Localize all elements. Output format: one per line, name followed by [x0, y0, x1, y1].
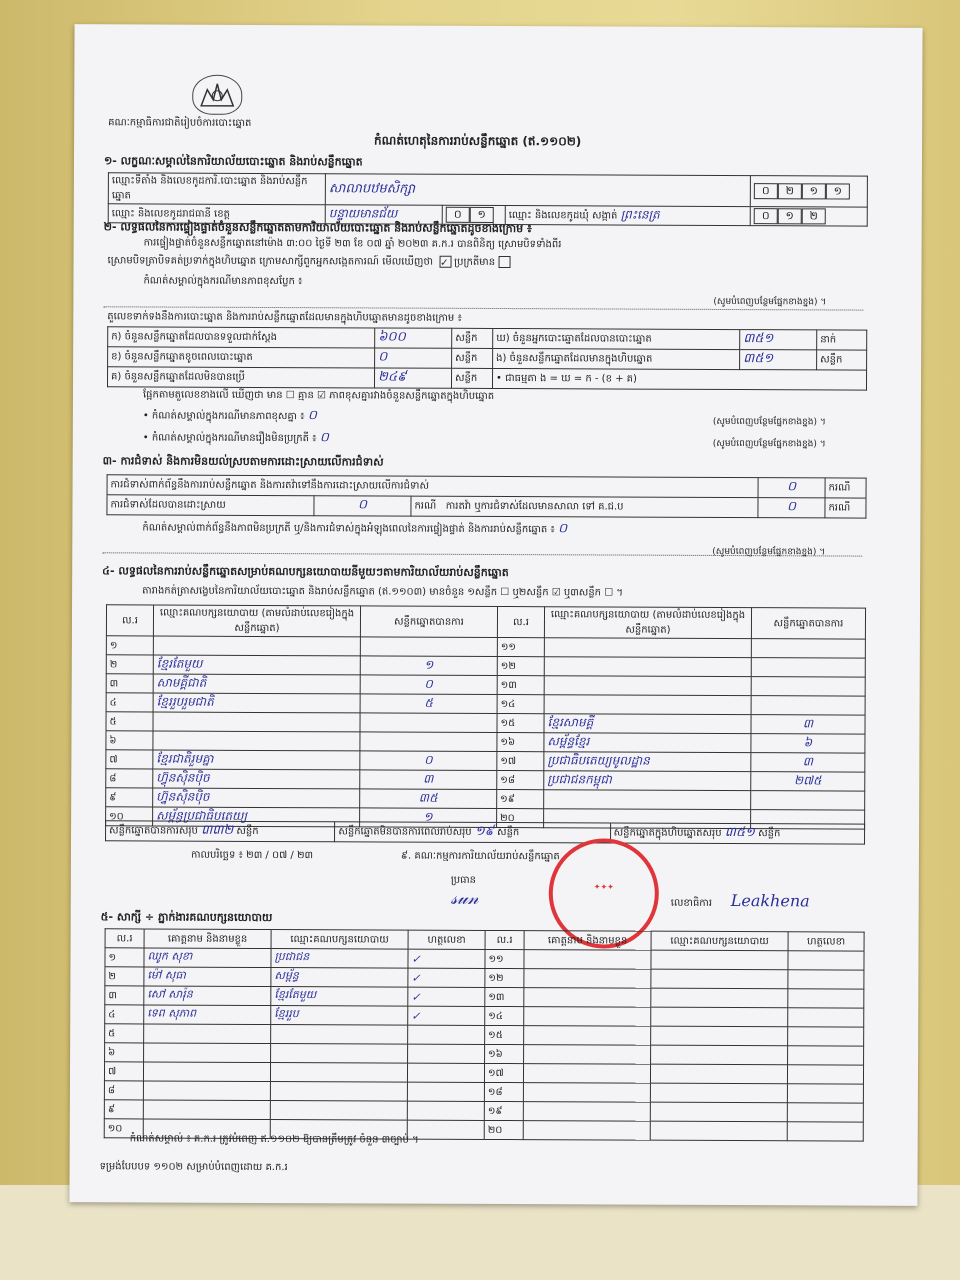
left-votes-cell: ១ — [360, 808, 497, 828]
commune-value: ព្រះនេត្រ — [620, 207, 660, 222]
witness-name-cell — [143, 1081, 270, 1101]
witness-no-cell: ១៩ — [484, 1101, 523, 1120]
witness-no-cell: ១៤ — [485, 1006, 524, 1025]
right-votes-cell — [751, 677, 865, 696]
footnote: កំណត់សម្គាល់ ៖ គ.ក.រ ត្រូវបំពេញ ឥ.១១០២ ឱ្យបានត្រឹមត្រូវ ចំនួន ៣ច្បាប់ ។ — [129, 1133, 419, 1146]
section3-heading: ៣- ការជំទាស់ និងការមិនយល់ស្របតាមការដោះស្រាយលើការជំទាស់ — [102, 454, 384, 469]
left-party-cell — [153, 712, 360, 732]
witness-empty-cell — [651, 1045, 788, 1065]
secretary-signature: Leakhena — [730, 891, 810, 911]
right-votes-cell — [751, 696, 865, 715]
witness-no-cell: ១០ — [104, 1119, 143, 1138]
witness-party-cell: ខ្មែររួប — [271, 1006, 408, 1026]
witness-party-cell — [271, 1044, 408, 1064]
left-party-cell: ខ្មែររួបរួមជាតិ — [153, 693, 360, 713]
witness-empty-cell — [523, 1121, 650, 1141]
section5-heading: ៥- សាក្សី ÷ ភ្នាក់ងារគណបក្សនយោបាយ — [100, 910, 273, 925]
right-votes-cell: ៣ — [751, 715, 865, 734]
witness-empty-cell — [523, 1102, 650, 1122]
witness-no-cell: ១៥ — [485, 1025, 524, 1044]
left-no-cell: ៥ — [106, 712, 153, 731]
seal-no-checkbox[interactable] — [498, 256, 510, 268]
figures-row: ខ) ចំនួនសន្លឹកឆ្នោតខូចពេលបោះឆ្នោត ០ សន្លឹក ង) ចំនួនសន្លឹកឆ្នោតដែលមានក្នុងហិបឆ្នោត ៣៥១ សន្លឹក — [108, 347, 867, 370]
more-note: (សូមបំពេញបន្ថែមផ្នែកខាងខ្នង) ។ — [713, 296, 827, 308]
committee-stamp-icon: ✦✦✦ — [549, 838, 659, 948]
right-no-cell: ១៩ — [497, 790, 544, 809]
witness-empty-cell — [650, 1102, 787, 1122]
left-no-cell: ១ — [106, 636, 153, 655]
left-no-cell: ៧ — [106, 750, 153, 769]
witness-no-cell: ១៣ — [485, 987, 524, 1006]
figures-intro: តួលេខទាក់ទងនឹងការបោះឆ្នោត និងការរាប់សន្លឹកឆ្នោតដែលមានក្នុងហិបឆ្នោតមានដូចខាងក្រោម ៖ — [107, 311, 462, 324]
witness-sign-cell — [407, 1101, 484, 1120]
witness-no-cell: ១១ — [485, 949, 524, 968]
compare-line: ផ្អែកតាមតួលេខខាងលើ ឃើញថា មាន ☐ គ្មាន ☑ ភាពខុសគ្នារវាងចំនួនសន្លឹកឆ្នោតក្នុងហិបឆ្នោត — [142, 389, 495, 402]
witness-sign-cell — [407, 1120, 484, 1139]
witness-empty-cell — [787, 1122, 863, 1141]
witness-empty-cell — [651, 969, 788, 989]
witness-name-cell — [143, 1100, 270, 1120]
form-note: ទម្រង់បែបបទ ១១០២ សម្រាប់បំពេញដោយ គ.ក.រ — [99, 1161, 288, 1174]
witness-empty-cell — [787, 1084, 863, 1103]
seal-ok-checkbox[interactable]: ✓ — [439, 256, 451, 268]
left-votes-cell — [360, 637, 497, 657]
left-no-cell: ៤ — [106, 693, 153, 712]
right-no-cell: ១៤ — [497, 695, 544, 714]
witness-empty-cell — [524, 1007, 651, 1027]
witness-empty-cell — [788, 1046, 864, 1065]
seal-line: ស្រោមបិទត្រាបិទគត់ប្រទាក់ក្នុងហិបឆ្នោត ក្រោមសាក្សីពួកអ្នកសង្កេតការណ៍ មើលឃើញថា ✓ ប្រក្រតីមាន — [108, 254, 514, 270]
witness-sign-cell: ✓ — [408, 987, 485, 1006]
commune-label: ឈ្មោះ និងលេខកូដឃុំ សង្កាត់ ព្រះនេត្រ — [505, 206, 750, 226]
more-note-4: (សូមបំពេញបន្ថែមផ្នែកខាងខ្នង) ។ — [712, 546, 826, 558]
total-invalid: ១៩ — [474, 823, 494, 839]
left-party-cell: ខ្មែរជាតិរួមគ្នា — [153, 750, 360, 770]
witness-name-cell — [143, 1062, 270, 1082]
witness-no-cell: ៥ — [105, 1024, 144, 1043]
chair-label: ប្រធាន — [450, 874, 477, 886]
right-no-cell: ២០ — [497, 809, 544, 828]
witness-party-cell: ខ្មែរតែមួយ — [271, 987, 408, 1007]
witness-name-cell — [144, 1043, 271, 1063]
right-no-cell: ១៣ — [497, 676, 544, 695]
total-valid: ៣៣២ — [201, 822, 234, 838]
right-no-cell: ១៨ — [497, 771, 544, 790]
witness-no-cell: ១៦ — [485, 1044, 524, 1063]
figures-row: គ) ចំនួនសន្លឹកឆ្នោតដែលមិនបានប្រើ ២៤៩ សន្លឹក • ជាធម្មតា ង = ឃ = ក - (ខ + គ) — [107, 367, 866, 390]
left-party-cell: សម្ព័ន្ធប្រជាធិបតេយ្យ — [153, 807, 360, 827]
section1-table — [108, 172, 868, 226]
right-votes-cell — [751, 639, 865, 658]
witness-no-cell: ២ — [105, 967, 144, 986]
left-party-cell: សាមគ្គីជាតិ — [153, 674, 360, 694]
witness-no-cell: ៤ — [105, 1005, 144, 1024]
right-no-cell: ១៦ — [497, 733, 544, 752]
witness-empty-cell — [650, 1083, 787, 1103]
left-votes-cell: ១ — [360, 656, 497, 676]
verify-time-line: ការផ្ទៀងផ្ទាត់ចំនួនសន្លឹកឆ្នោតនៅម៉ោង ៣:០០ ថ្ងៃទី ២៣ ខែ ០៧ ឆ្នាំ ២០២៣ គ.ក.រ បានពិនិត្យ ស្រោមបិទទាំងពីរ — [143, 237, 562, 251]
witness-sign-cell — [408, 1025, 485, 1044]
location-label: ឈ្មោះទីតាំង និងលេខកូដការិ.បោះឆ្នោត និងរាប់សន្លឹកឆ្នោត — [108, 173, 325, 205]
witness-empty-cell — [788, 1027, 864, 1046]
province-code: ០ ១ — [442, 205, 505, 224]
right-party-cell: ប្រជាជនកម្ពុជា — [544, 771, 751, 791]
right-no-cell: ១១ — [497, 638, 544, 657]
objection-table: ការជំទាស់ពាក់ព័ន្ធនឹងការរាប់សន្លឹកឆ្នោត និងការតវ៉ាទៅនឹងការដោះស្រាយលើការជំទាស់ ០ ករណី ការជំទាស់ដែលបានដោះស្រាយ ០ ករណី ការតវ៉ា ឬការជំទាស់ដែលមានសាលា ទៅ គ.ជ.ប ០ ករណី — [106, 474, 866, 518]
witness-no-cell: ២០ — [484, 1120, 523, 1139]
right-no-cell: ១៧ — [497, 752, 544, 771]
right-party-cell — [544, 676, 751, 696]
witness-party-cell — [271, 1025, 408, 1045]
right-party-cell — [544, 695, 751, 715]
right-party-cell: សម្ព័ន្ធខ្មែរ — [544, 733, 751, 753]
province-value: បន្ទាយមានជ័យ — [325, 205, 442, 225]
witness-sign-cell — [408, 1044, 485, 1063]
witness-no-cell: ១ — [105, 948, 144, 967]
left-votes-cell: ៣៥ — [360, 789, 497, 809]
right-party-cell — [544, 790, 751, 810]
left-votes-cell — [360, 713, 497, 733]
witness-empty-cell — [788, 989, 864, 1008]
figures-table — [107, 326, 867, 390]
commune-code: ០ ១ ២ — [750, 207, 867, 227]
witness-empty-cell — [523, 1083, 650, 1103]
witness-empty-cell — [524, 988, 651, 1008]
witness-name-cell: ម៉ៅ សុធា — [144, 967, 271, 987]
figures-row: ក) ចំនួនសន្លឹកឆ្នោតដែលបានទទួលជាក់ស្ដែង ៦០០ សន្លឹក ឃ) ចំនួនអ្នកបោះឆ្នោតដែលបានបោះឆ្នោត ៣៥១ នាក់ — [108, 327, 867, 350]
total-box: ៣៥១ — [724, 825, 755, 841]
right-party-cell: ខ្មែរសាមគ្គី — [544, 714, 751, 734]
province-label: ឈ្មោះ និងលេខកូដរាជធានី ខេត្ត — [108, 204, 325, 224]
left-no-cell: ១០ — [106, 807, 153, 826]
witness-sign-cell: ✓ — [408, 968, 485, 987]
section1-heading: ១- លក្ខណៈសម្គាល់នៃការិយាល័យបោះឆ្នោត និងរាប់សន្លឹកឆ្នោត — [103, 154, 363, 169]
witness-empty-cell — [788, 970, 864, 989]
witness-sign-cell — [407, 1082, 484, 1101]
diff1-line: • កំណត់សម្គាល់ក្នុងករណីមានភាពខុសគ្នា ៖ ០ — [142, 408, 317, 424]
right-party-cell — [544, 657, 751, 677]
witness-empty-cell — [650, 1121, 787, 1141]
witness-empty-cell — [524, 1045, 651, 1065]
witness-party-cell: ប្រជាជន — [271, 949, 408, 969]
witness-sign-cell: ✓ — [408, 1006, 485, 1025]
witness-party-cell — [270, 1063, 407, 1083]
witness-empty-cell — [524, 1026, 651, 1046]
left-votes-cell: ៥ — [360, 694, 497, 714]
left-no-cell: ៣ — [106, 674, 153, 693]
witness-empty-cell — [524, 950, 651, 970]
witness-name-cell: ឈូក សុខា — [144, 948, 271, 968]
witness-sign-cell — [407, 1063, 484, 1082]
witness-empty-cell — [788, 1008, 864, 1027]
witness-sign-cell: ✓ — [408, 949, 485, 968]
witness-no-cell: ១៧ — [484, 1063, 523, 1082]
objection-note: កំណត់សម្គាល់ពាក់ព័ន្ធនឹងភាពមិនប្រក្រតី ឬ/និងការជំទាស់ក្នុងអំឡុងពេលនៃការផ្ទៀងផ្ទាត់ និងការរាប់សន្លឹកឆ្នោត ៖ ០ — [142, 521, 568, 537]
witness-no-cell: ៣ — [105, 986, 144, 1005]
left-party-cell: ហ្វ៊ុនស៊ិនប៉ិច — [153, 788, 360, 808]
witness-no-cell: ៩ — [104, 1100, 143, 1119]
left-votes-cell: ០ — [360, 675, 497, 695]
right-votes-cell: ៣ — [751, 753, 865, 772]
right-votes-cell: ២៧៥ — [751, 772, 865, 791]
witness-empty-cell — [651, 950, 788, 970]
date-line: កាលបរិច្ឆេទ ៖ ២៣ / ០៧ / ២៣ — [190, 849, 314, 862]
witness-name-cell: សៅ សារ៉ុន — [144, 986, 271, 1006]
left-party-cell: ខ្មែរតែមួយ — [153, 655, 360, 675]
witness-empty-cell — [651, 1026, 788, 1046]
witness-no-cell: ១២ — [485, 968, 524, 987]
left-party-cell — [153, 731, 360, 751]
right-no-cell: ១២ — [497, 657, 544, 676]
left-no-cell: ៦ — [106, 731, 153, 750]
witness-party-cell: សម្ព័ន្ធ — [271, 968, 408, 988]
witness-empty-cell — [651, 1007, 788, 1027]
witness-empty-cell — [651, 988, 788, 1008]
witness-no-cell: ៦ — [105, 1043, 144, 1062]
witness-empty-cell — [788, 951, 864, 970]
right-no-cell: ១៥ — [497, 714, 544, 733]
left-party-cell: ហ៊្វុនស៊ិនប៉ិច — [153, 769, 360, 789]
section4-heading: ៤- លទ្ធផលនៃការរាប់សន្លឹកឆ្នោតសម្រាប់គណបក្សនយោបាយនីមួយៗតាមការិយាល័យរាប់សន្លឹកឆ្នោត — [102, 564, 509, 580]
committee-label: ៩. គណៈកម្មការការិយាល័យរាប់សន្លឹកឆ្នោត — [400, 850, 560, 863]
results-table: ល.រ ឈ្មោះគណបក្សនយោបាយ (តាមលំដាប់លេខរៀងក្នុងសន្លឹកឆ្នោត) សន្លឹកឆ្នោតបានការ ល.រ ឈ្មោះគណបក្សនយោបាយ (តាមលំដាប់លេខរៀងក្នុងសន្លឹកឆ្នោត) សន្លឹកឆ្នោតបានការ ១ ១១ ២ ខ្មែរតែមួយ ១ ១២ ៣ សាមគ្គីជាតិ ០ ១៣ ៤ ខ្មែររួបរួមជាតិ ៥ ១៤ ៥ ១៥ ខ្មែរសាមគ្គី ៣ ៦ ១៦ សម្ព័ន្ធខ្មែរ ៦ ៧ ខ្មែរជាតិរួមគ្នា ០ ១៧ ប្រជាធិបតេយ្យមូលដ្ឋាន ៣ ៨ ហ៊្វុនស៊ិនប៉ិច ៣ ១៨ ប្រជាជនកម្ពុជា ២៧៥ ៩ ហ្វ៊ុនស៊ិនប៉ិច ៣៥ ១៩ ១០ សម្ព័ន្ធប្រជាធិបតេយ្យ ១ ២០ — [105, 604, 866, 829]
more-note-3: (សូមបំពេញបន្ថែមផ្នែកខាងខ្នង) ។ — [712, 438, 826, 450]
right-party-cell: ប្រជាធិបតេយ្យមូលដ្ឋាន — [544, 752, 751, 772]
left-votes-cell: ០ — [360, 751, 497, 771]
form-sheet — [69, 24, 922, 1206]
witness-empty-cell — [650, 1064, 787, 1084]
witness-empty-cell — [787, 1065, 863, 1084]
right-party-cell — [544, 638, 751, 658]
left-votes-cell — [360, 732, 497, 752]
location-code: ០ ២ ១ ១ — [750, 176, 867, 208]
totals-table: សន្លឹកឆ្នោតបានការសរុប ៣៣២ សន្លឹក សន្លឹកឆ្នោតមិនបានការពេលរាប់សរុប ១៩ សន្លឹក សន្លឹកឆ្នោតក្នុងហិបឆ្នោតសរុប ៣៥១ សន្លឹក — [105, 820, 865, 844]
chair-signature: 𝓈𝓊𝓃 — [450, 887, 479, 909]
witness-no-cell: ៧ — [104, 1062, 143, 1081]
right-votes-cell — [751, 658, 865, 677]
angkor-seal-icon — [192, 75, 242, 115]
section2-heading: ២- លទ្ធផលនៃការផ្ទៀងផ្ទាត់ចំនួនសន្លឹកឆ្នោតតាមការិយាល័យបោះឆ្នោត និងរាប់សន្លឹកឆ្នោតដូចខាងក្រោម ៖ — [103, 220, 532, 236]
more-note-2: (សូមបំពេញបន្ថែមផ្នែកខាងខ្នង) ។ — [712, 416, 826, 428]
witness-no-cell: ១៨ — [484, 1082, 523, 1101]
witness-party-cell — [270, 1082, 407, 1102]
left-no-cell: ២ — [106, 655, 153, 674]
witness-empty-cell — [787, 1103, 863, 1122]
left-no-cell: ៨ — [106, 769, 153, 788]
diff-note-label: កំណត់សម្គាល់ក្នុងករណីមានភាពខុសប្លែក ៖ — [143, 275, 303, 288]
witness-party-cell — [270, 1101, 407, 1121]
witness-name-cell: ទេព សុភាព — [144, 1005, 271, 1025]
form-title: កំណត់ហេតុនៃការរាប់សន្លឹកឆ្នោត (ឥ.១១០២) — [374, 133, 582, 149]
org-name: គណៈកម្មាធិការជាតិរៀបចំការបោះឆ្នោត — [108, 117, 252, 129]
left-party-cell — [153, 636, 360, 656]
witness-empty-cell — [523, 1064, 650, 1084]
witness-empty-cell — [524, 969, 651, 989]
witness-no-cell: ៨ — [104, 1081, 143, 1100]
diff2-line: • កំណត់សម្គាល់ក្នុងករណីមានរឿងមិនប្រក្រតី ៖ ០ — [142, 430, 329, 446]
secretary-label: លេខាធិការ — [670, 897, 713, 909]
witness-table: ល.រ គោត្តនាម និងនាមខ្លួន ឈ្មោះគណបក្សនយោបាយ ហត្ថលេខា ល.រ គោត្តនាម និងនាមខ្លួន ឈ្មោះគណបក្សនយោបាយ ហត្ថលេខា ១ ឈូក សុខា ប្រជាជន ✓ ១១ ២ ម៉ៅ សុធា សម្ព័ន្ធ ✓ ១២ ៣ សៅ សារ៉ុន ខ្មែរតែមួយ ✓ ១៣ ៤ ទេព សុភាព ខ្មែររួប ✓ ១៤ ៥ ១៥ ៦ ១៦ ៧ ១៧ ៨ ១៨ ៩ ១៩ ១០ ២០ — [104, 928, 865, 1141]
left-no-cell: ៩ — [106, 788, 153, 807]
right-votes-cell: ៦ — [751, 734, 865, 753]
right-votes-cell — [751, 791, 865, 810]
left-votes-cell: ៣ — [360, 770, 497, 790]
section4-intro: តារាងកត់ត្រាសង្ខេបនៃការិយាល័យបោះឆ្នោត និងរាប់សន្លឹកឆ្នោត (ឥ.១១០៣) មានចំនួន ១សន្លឹក ☐ ឬ២សន្លឹក ☑ ឬ៣សន្លឹក ☐ ។ — [142, 585, 623, 599]
witness-name-cell — [144, 1024, 271, 1044]
location-value: សាលាបឋមសិក្សា — [325, 174, 750, 207]
